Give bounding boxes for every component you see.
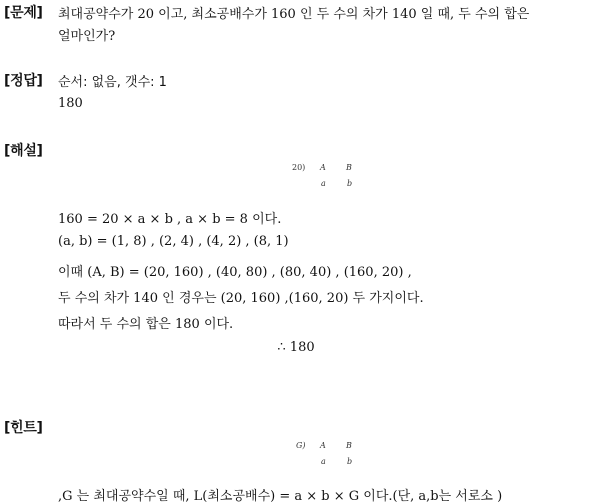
hint-label: [힌트] [4, 420, 43, 436]
answer-label: [정답] [4, 73, 43, 89]
solution-label: [해설] [4, 143, 43, 159]
ladder-a: A [320, 163, 326, 172]
solution-line: 160 = 20 × a × b , a × b = 8 이다. [58, 212, 282, 227]
problem-text-line1: 최대공약수가 20 이고, 최소공배수가 160 인 두 수의 차가 140 일 때, 두 수의 합은 [58, 7, 530, 22]
ladder-quotient-b: b [347, 457, 353, 466]
ladder-a: A [320, 441, 326, 450]
answer-meta: 순서: 없음, 갯수: 1 [58, 75, 167, 90]
ladder-quotient-a: a [321, 179, 326, 188]
solution-line: 따라서 두 수의 합은 180 이다. [58, 317, 234, 332]
solution-line: 이때 (A, B) = (20, 160) , (40, 80) , (80, 40) , (160, 20) , [58, 265, 412, 280]
hint-text: ,G 는 최대공약수일 때, L(최소공배수) = a × b × G 이다.(단, a,b는 서로소 ) [58, 489, 503, 504]
solution-line: 두 수의 차가 140 인 경우는 (20, 160) ,(160, 20) 두 가지이다. [58, 291, 424, 306]
ladder-b: B [346, 163, 352, 172]
solution-conclusion: ∴ 180 [277, 340, 315, 355]
ladder-b: B [346, 441, 352, 450]
ladder-quotient-a: a [321, 457, 326, 466]
answer-value: 180 [58, 96, 83, 111]
ladder-quotient-b: b [347, 179, 353, 188]
problem-text-line2: 얼마인가? [58, 29, 116, 44]
solution-line: (a, b) = (1, 8) , (2, 4) , (4, 2) , (8, 1) [58, 234, 289, 249]
problem-label: [문제] [4, 5, 43, 21]
ladder-divisor: G) [296, 441, 306, 450]
ladder-divisor: 20) [292, 163, 306, 172]
hint-division-ladder [296, 441, 366, 469]
solution-division-ladder [292, 163, 362, 191]
